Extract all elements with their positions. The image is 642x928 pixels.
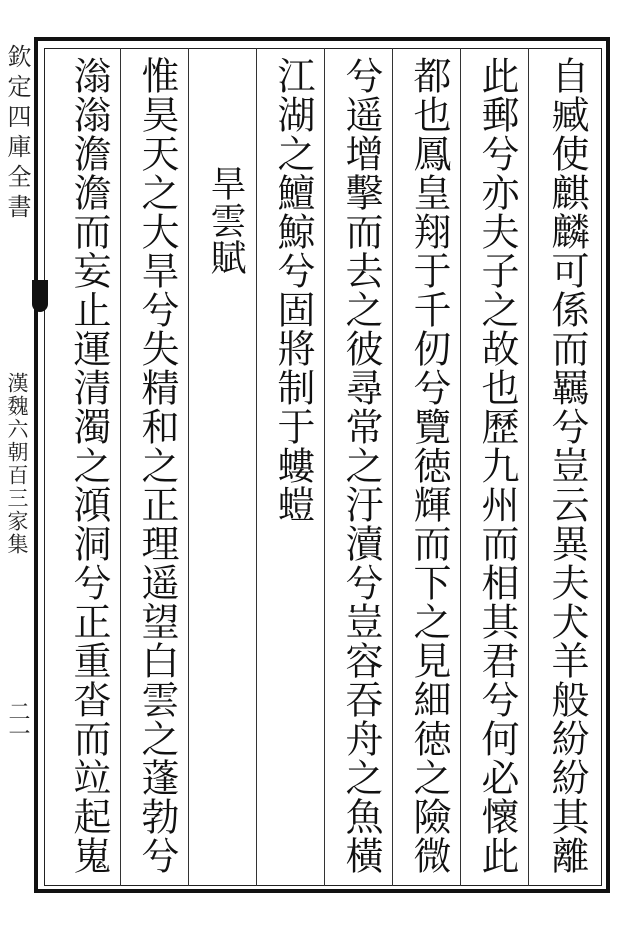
text-column-1: 自臧使麒麟可係而羈兮豈云異夫犬羊般紛紛其離	[545, 56, 589, 875]
fishtail-mark	[32, 280, 48, 312]
column-rule	[392, 48, 393, 886]
column-rule	[188, 48, 189, 886]
text-column-4: 兮遥增擊而去之彼尋常之汙瀆兮豈容吞舟之魚橫	[339, 56, 383, 875]
text-column-5: 江湖之鱣鯨兮固將制于螻螘	[271, 56, 315, 524]
column-rule	[528, 48, 529, 886]
section-title: 旱雲賦	[205, 165, 246, 276]
column-rule	[324, 48, 325, 886]
column-rule	[256, 48, 257, 886]
column-rule	[120, 48, 121, 886]
text-column-7: 惟昊天之大旱兮失精和之正理遥望白雲之蓬勃兮	[135, 56, 179, 875]
text-column-2: 此郵兮亦夫子之故也歷九州而相其君兮何必懷此	[475, 56, 519, 875]
text-column-8: 滃滃澹澹而妄止運清濁之澒洞兮正重沓而竝起嵬	[67, 56, 111, 875]
library-title: 欽定四庫全書	[3, 44, 31, 224]
text-column-3: 都也鳳皇翔于千仞兮覽徳輝而下之見細徳之險微	[407, 56, 451, 875]
column-rule	[460, 48, 461, 886]
page-number: 二一	[5, 700, 30, 744]
book-title: 漢魏六朝百三家集	[5, 372, 29, 556]
